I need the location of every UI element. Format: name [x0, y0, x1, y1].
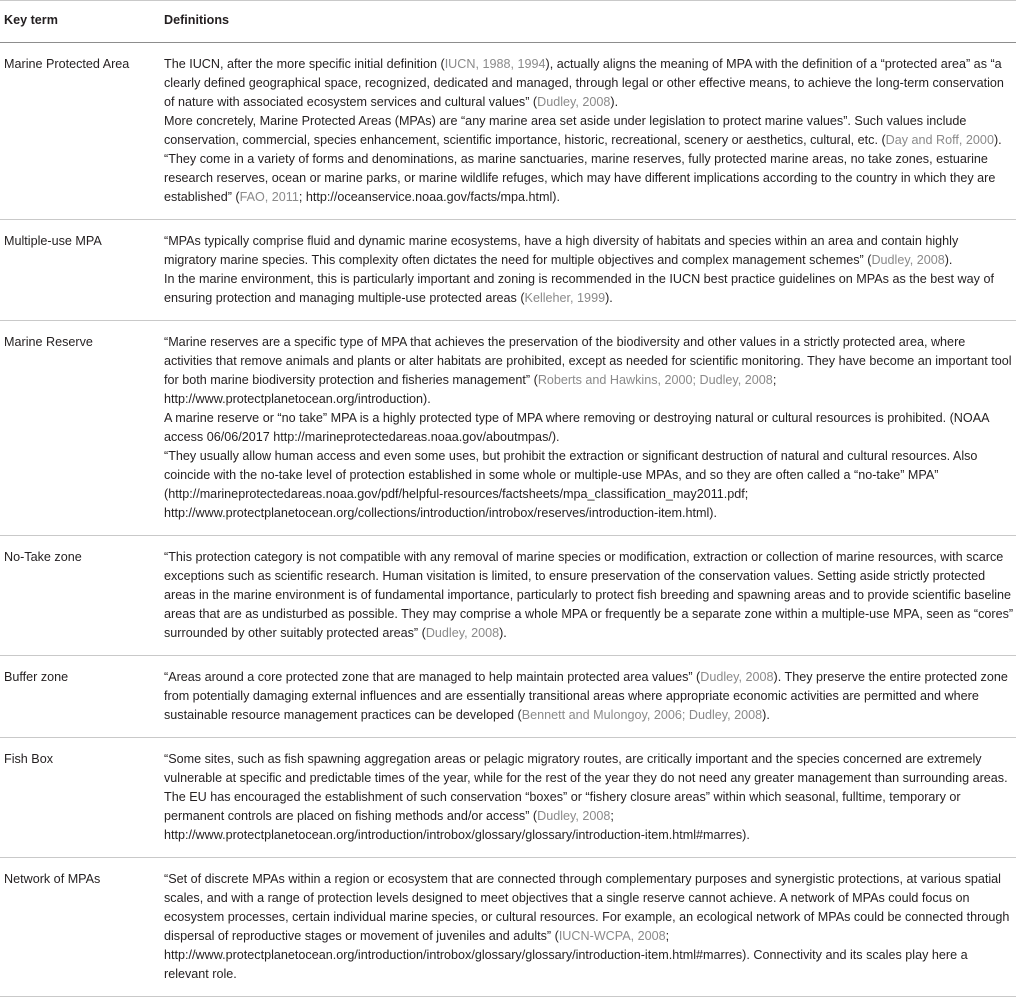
- definition-paragraph: [164, 668, 1014, 725]
- definition-paragraph: [164, 333, 1014, 409]
- definition-text: ).: [993, 133, 1002, 147]
- definition-text: ), actually aligns the meaning of MPA with the definition of a “protected area” as “a clearly defined geographical space, recognized, dedicated and managed, through legal or other effective means, to achieve the long-term conservation of nature with associated ecosystem services and cultural values” (: [164, 57, 1004, 109]
- definition-text: “They come in a variety of forms and denominations, as marine sanctuaries, marine reserves, fully protected marine areas, no take zones, estuarine research reserves, ocean or marine parks, or marine wildlife refuges, which may have different implications according to the country in which they are established” (: [164, 152, 996, 204]
- key-term-cell: Network of MPAs: [0, 858, 160, 997]
- key-term-cell: Multiple-use MPA: [0, 220, 160, 321]
- definition-text: “They usually allow human access and even some uses, but prohibit the extraction or significant destruction of natural and cultural resources. Also coincide with the no-take level of protection established in some whole or multiple-use MPAs, and so they are often called a “no-take” MPA” (http://marineprotectedareas.noaa.gov/pdf/helpful-resources/factsheets/mpa_classification_may2011.pdf; http://www.protectplanetocean.org/collections/introduction/introbox/reserves/introduction-item.html).: [164, 449, 978, 520]
- definition-paragraph: [164, 447, 1014, 523]
- definition-text: ).: [499, 626, 507, 640]
- definition-text: ). They preserve the entire protected zone from potentially damaging external influences and are essentially transitional areas where appropriate economic activities are permitted and where sustainable resource management practices can be developed (: [164, 670, 1008, 722]
- table-row: [0, 738, 1016, 858]
- citation[interactable]: Day and Roff, 2000: [885, 133, 994, 147]
- header-definitions: Definitions: [160, 1, 1016, 43]
- definition-cell: [160, 656, 1016, 738]
- table-row: [0, 858, 1016, 997]
- definition-text: ).: [610, 95, 619, 109]
- key-term-cell: Fish Box: [0, 738, 160, 858]
- definition-paragraph: [164, 750, 1014, 845]
- key-term-cell: No-Take zone: [0, 536, 160, 656]
- definition-text: “Set of discrete MPAs within a region or ecosystem that are connected through complementary purposes and synergistic protections, at various spatial scales, and with a range of protection levels designed to meet objectives that a single reserve cannot achieve. A network of MPAs could focus on ecosystem processes, certain individual marine species, or cultural resources. For example, an ecological network of MPAs could be connected through dispersal of reproductive stages or movement of juveniles and adults” (: [164, 872, 1010, 943]
- citation[interactable]: Bennett and Mulongoy, 2006; Dudley, 2008: [521, 708, 763, 722]
- header-row: [0, 1, 1016, 43]
- citation[interactable]: FAO, 2011: [239, 190, 299, 204]
- definition-paragraph: [164, 112, 1014, 150]
- citation[interactable]: Dudley, 2008: [700, 670, 774, 684]
- definition-text: ; http://www.protectplanetocean.org/introduction/introbox/glossary/glossary/introduction-item.html#marres). Connectivity and its scales play here a relevant role.: [164, 929, 968, 981]
- definition-text: ).: [762, 708, 770, 722]
- definition-cell: [160, 536, 1016, 656]
- header-key-term: Key term: [0, 1, 160, 43]
- table-row: [0, 220, 1016, 321]
- definition-text: “This protection category is not compatible with any removal of marine species or modification, extraction or collection of marine resources, with scarce exceptions such as scientific research. Human visitation is limited, to ensure preservation of the conservation values. Setting aside strictly protected areas in the marine environment is of fundamental importance, particularly to protect fish breeding and spawning areas and to provide scientific baseline areas that are as undisturbed as possible. They may comprise a whole MPA or frequently be a separate zone within a multiple-use MPA, seen as “cores” surrounded by other suitably protected areas” (: [164, 550, 1014, 640]
- citation[interactable]: Dudley, 2008: [871, 253, 945, 267]
- definition-cell: [160, 321, 1016, 536]
- definition-text: ; http://oceanservice.noaa.gov/facts/mpa.html).: [298, 190, 560, 204]
- definition-text: ).: [944, 253, 953, 267]
- definition-cell: [160, 220, 1016, 321]
- definition-cell: [160, 738, 1016, 858]
- table-row: [0, 321, 1016, 536]
- table-row: [0, 656, 1016, 738]
- citation[interactable]: Dudley, 2008: [425, 626, 500, 640]
- definition-text: “MPAs typically comprise fluid and dynamic marine ecosystems, have a high diversity of habitats and species within an area and contain highly migratory marine species. This complexity often dictates the need for multiple objectives and complex management schemes” (: [164, 234, 959, 267]
- definition-paragraph: [164, 409, 1014, 447]
- definition-text: The IUCN, after the more specific initial definition (: [164, 57, 445, 71]
- definition-text: ; http://www.protectplanetocean.org/introduction/introbox/glossary/glossary/introduction-item.html#marres).: [164, 809, 750, 842]
- table-row: [0, 536, 1016, 656]
- definition-paragraph: [164, 548, 1014, 643]
- definition-paragraph: [164, 150, 1014, 207]
- key-term-cell: Buffer zone: [0, 656, 160, 738]
- definition-paragraph: [164, 232, 1014, 270]
- definition-paragraph: [164, 55, 1014, 112]
- citation[interactable]: IUCN-WCPA, 2008: [558, 929, 666, 943]
- definition-text: “Marine reserves are a specific type of MPA that achieves the preservation of the biodiversity and other values in a strictly protected area, where activities that remove animals and plants or alter habitats are prohibited, except as needed for scientific monitoring. They have become an important tool for both marine biodiversity protection and fisheries management” (: [164, 335, 1012, 387]
- table-body: [0, 43, 1016, 997]
- definition-text: ).: [605, 291, 613, 305]
- definition-text: In the marine environment, this is particularly important and zoning is recommended in the IUCN best practice guidelines on MPAs as the best way of ensuring protection and managing multiple-use protected areas (: [164, 272, 994, 305]
- definition-text: A marine reserve or “no take” MPA is a highly protected type of MPA where removing or destroying natural or cultural resources is prohibited. (NOAA access 06/06/2017 http://marineprotectedareas.noaa.gov/aboutmpas/).: [164, 411, 989, 444]
- definition-cell: [160, 858, 1016, 997]
- citation[interactable]: IUCN, 1988, 1994: [444, 57, 546, 71]
- definition-paragraph: [164, 270, 1014, 308]
- definition-text: More concretely, Marine Protected Areas (MPAs) are “any marine area set aside under legislation to protect marine values”. Such values include conservation, commercial, species enhancement, scientific importance, historic, recreational, scenery or aesthetics, cultural, etc. (: [164, 114, 967, 147]
- definition-text: ; http://www.protectplanetocean.org/introduction).: [164, 373, 777, 406]
- definition-text: “Areas around a core protected zone that are managed to help maintain protected area values” (: [164, 670, 701, 684]
- definition-cell: [160, 43, 1016, 220]
- citation[interactable]: Kelleher, 1999: [524, 291, 606, 305]
- citation[interactable]: Roberts and Hawkins, 2000; Dudley, 2008: [537, 373, 773, 387]
- citation[interactable]: Dudley, 2008: [537, 95, 611, 109]
- definition-text: “Some sites, such as fish spawning aggregation areas or pelagic migratory routes, are critically important and the species concerned are extremely vulnerable at specific and predictable times of the year, while for the rest of the year they do not need any greater management than surrounding areas. The EU has encouraged the establishment of such conservation “boxes” or “fishery closure areas” within which seasonal, fulltime, temporary or permanent controls are placed on fishing methods and/or access” (: [164, 752, 1008, 823]
- key-term-cell: Marine Protected Area: [0, 43, 160, 220]
- definition-paragraph: [164, 870, 1014, 984]
- key-term-cell: Marine Reserve: [0, 321, 160, 536]
- table-row: [0, 43, 1016, 220]
- citation[interactable]: Dudley, 2008: [537, 809, 611, 823]
